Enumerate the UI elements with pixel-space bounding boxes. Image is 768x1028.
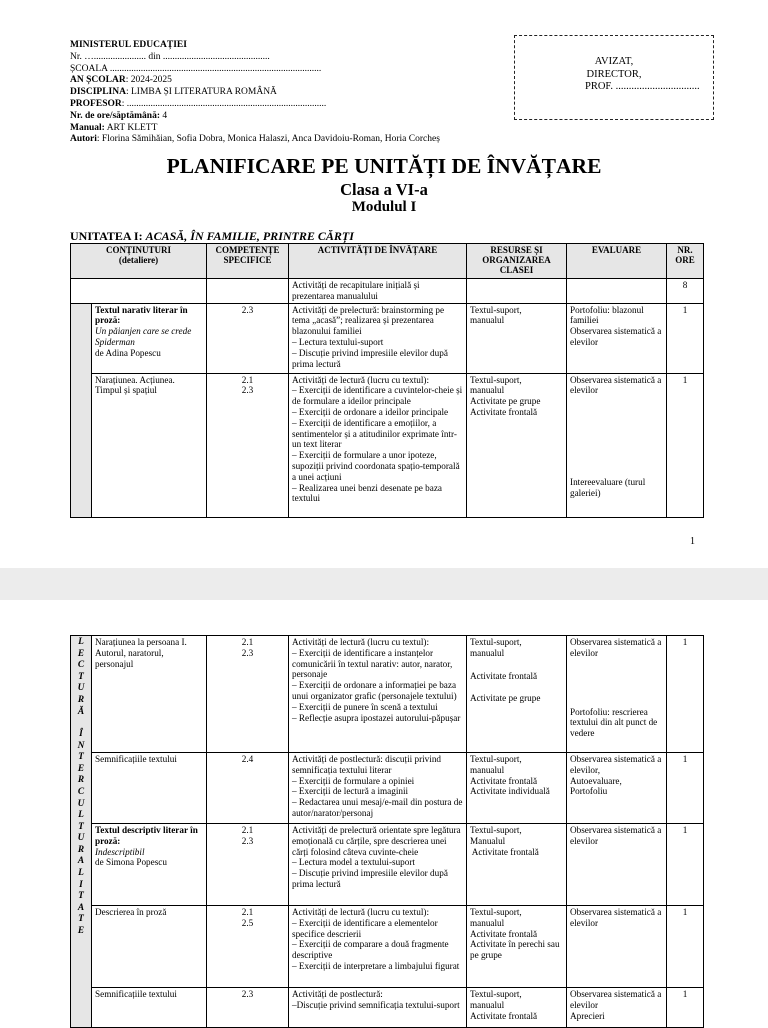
evaluation-line: Observarea sistematică a elevilor (570, 637, 662, 658)
cell-evaluare (567, 279, 667, 304)
table-row (71, 373, 704, 517)
resource-line: Textul-suport, (470, 304, 522, 315)
document-number-line: Nr. …...................... din ............................................. (70, 51, 270, 62)
activity-line: – Exerciții de comparare a două fragmente descriptive (292, 939, 449, 961)
cell-competente: 2.4 (207, 753, 289, 824)
header-activitati: ACTIVITĂȚI DE ÎNVĂȚARE (289, 244, 467, 279)
cell-continuturi: Narațiunea. Acțiunea. Timpul și spațiul (92, 373, 207, 517)
hours-line (70, 111, 510, 123)
activity-line: – Redactarea unui mesaj/e-mail din postura de autor/narator/personaj (292, 797, 463, 818)
resource-spacer (470, 681, 563, 693)
cell-evaluare (567, 988, 667, 1028)
cell-ore: 1 (667, 824, 704, 906)
cell-resurse (467, 906, 567, 988)
resource-line: Activitate frontală (470, 670, 538, 681)
content-author: de Adina Popescu (95, 347, 161, 358)
cell-resurse (467, 988, 567, 1028)
ministry-name: MINISTERUL EDUCAȚIEI (70, 40, 187, 50)
vertical-letter: E (77, 926, 85, 937)
content-text-title: Un păianjen care se crede Spiderman (95, 326, 192, 347)
school-line: ȘCOALA ......................................................................................... (70, 63, 322, 74)
vertical-letter: T (78, 821, 84, 832)
module-title: Modulul I (351, 199, 417, 215)
header-continuturi-label: CONȚINUTURI (106, 245, 172, 255)
vertical-letter: T (78, 671, 84, 682)
activity-line: – Exerciții de lectură a imaginii (292, 786, 409, 797)
resource-line: manualul (470, 999, 505, 1010)
header-resurse: RESURSE ȘI ORGANIZAREA CLASEI (467, 244, 567, 279)
cell-continuturi: Narațiunea la persoana I. Autorul, naratorul, personajul (92, 636, 207, 753)
resource-line: manualul (470, 917, 505, 928)
activity-line: – Exerciții de formulare a opiniei (292, 775, 415, 786)
evaluation-line: Portofoliu: rescrierea textului din alt punct de vedere (570, 706, 658, 739)
cell-ore: 1 (667, 373, 704, 517)
cell-evaluare (567, 303, 667, 373)
manual-label: Manual: (70, 122, 105, 133)
vertical-letter: R (77, 694, 85, 705)
cell-competente (207, 279, 289, 304)
vertical-label-lectura-interculturalitate (71, 636, 92, 1028)
cell-ore: 1 (667, 906, 704, 988)
activity-line: – Exerciții de ordonare a informației pe baza unui organizator grafic (personajele textului) (292, 680, 457, 701)
table-row (71, 906, 704, 988)
content-author: de Simona Popescu (95, 857, 167, 868)
cell-resurse (467, 636, 567, 753)
resource-line: Activitate frontală (470, 1010, 538, 1021)
page-number: 1 (690, 536, 695, 547)
evaluation-spacer (570, 659, 663, 707)
content-title: Textul descriptiv literar în proză: (95, 825, 198, 846)
cell-evaluare (567, 636, 667, 753)
cell-continuturi: Descrierea în proză (92, 906, 207, 988)
hours-value: 4 (160, 110, 168, 121)
resource-line: Textul-suport, (470, 907, 522, 917)
cell-activitati (289, 303, 467, 373)
evaluation-spacer (570, 396, 663, 477)
activity-line: – Exerciții de interpretare a limbajului figurat (292, 960, 460, 971)
document-title: PLANIFICARE PE UNITĂȚI DE ÎNVĂȚARE (166, 154, 602, 178)
cell-evaluare (567, 906, 667, 988)
authors-value: : Florina Sămihăian, Sofia Dobra, Monica Halaszi, Anca Davidoiu-Roman, Horia Corcheș (96, 134, 440, 145)
activity-line: –Discuție privind semnificația textului-suport (292, 999, 460, 1010)
table-row (71, 753, 704, 824)
header-continuturi-sub: (detaliere) (118, 255, 159, 265)
cell-ore: 1 (667, 636, 704, 753)
resource-line: manualul (470, 385, 505, 396)
table-row (71, 279, 704, 304)
evaluation-line: Intereevaluare (turul galeriei) (570, 477, 646, 498)
evaluation-line: Observarea sistematică a elevilor (570, 326, 662, 347)
content-title: Textul narativ literar în proză: (95, 304, 188, 326)
header-competente: COMPETENȚE SPECIFICE (207, 244, 289, 279)
competence-code: 2.1 (241, 374, 254, 385)
evaluation-line: Observarea sistematică a elevilor (570, 374, 662, 396)
vertical-letter: C (77, 786, 85, 797)
resource-line: Activitate în perechi sau pe grupe (470, 939, 560, 961)
vertical-letter: Î (79, 728, 83, 739)
evaluation-line: Aprecieri (570, 1010, 605, 1021)
evaluation-line: Observarea sistematică a elevilor (570, 907, 662, 928)
resource-line: Textul-suport, (470, 989, 522, 999)
school-year-line (70, 75, 510, 87)
resource-line: manualul (470, 315, 505, 326)
resource-spacer (470, 659, 563, 671)
evaluation-line: Observarea sistematică a elevilor, (570, 754, 662, 775)
table-header-row (71, 244, 704, 279)
resource-line: Textul-suport, (470, 825, 522, 835)
competence-code: 2.5 (241, 917, 254, 928)
vertical-letter: R (77, 844, 85, 855)
manual-line (70, 123, 510, 135)
approval-line-avizat: AVIZAT, (594, 56, 634, 67)
cell-resurse (467, 279, 567, 304)
vertical-letter: U (77, 798, 85, 809)
resource-line: Activitate individuală (470, 786, 550, 797)
teacher-label: PROFESOR (70, 98, 122, 109)
activity-line: Activități de lectură (lucru cu textul): (292, 907, 429, 917)
cell-ore: 1 (667, 303, 704, 373)
planning-table-page-1 (70, 243, 704, 518)
approval-line-prof: PROF. ................................ (585, 81, 700, 92)
cell-competente: 2.3 (207, 988, 289, 1028)
cell-continuturi (92, 824, 207, 906)
school-year-label: AN ȘCOLAR (70, 75, 126, 86)
discipline-value: : LIMBA ȘI LITERATURA ROMÂNĂ (125, 87, 277, 98)
competence-code: 2.3 (241, 647, 254, 658)
cell-competente (207, 824, 289, 906)
cell-competente (207, 906, 289, 988)
header-evaluare: EVALUARE (567, 244, 667, 279)
activity-line: Activități de postlectură: discuții privind semnificația textului literar (292, 754, 442, 775)
resource-line: Manualul (470, 835, 506, 846)
activity-line: – Exerciții de identificare a emoțiilor, a sentimentelor și a atitudinilor exprimate într-un text literar (292, 417, 457, 450)
school-header-info (70, 40, 510, 146)
resource-line: manualul (470, 647, 505, 658)
cell-activitati (289, 753, 467, 824)
cell-evaluare (567, 824, 667, 906)
authors-label: Autori (70, 134, 97, 145)
cell-evaluare (567, 753, 667, 824)
cell-activitati: Activități de recapitulare inițială și prezentarea manualului (289, 279, 467, 304)
teacher-value: : .................................................................................... (121, 98, 327, 109)
vertical-letter: T (78, 914, 84, 925)
vertical-letter: L (78, 637, 84, 647)
activity-line: – Exerciții de identificare a elementelor specifice descrierii (292, 917, 438, 939)
approval-box (514, 35, 714, 120)
cell-continuturi: Semnificațiile textului (92, 988, 207, 1028)
vertical-letter: L (78, 868, 84, 879)
activity-line: – Lectura model a textului-suport (292, 857, 415, 868)
vertical-letter: L (78, 810, 84, 821)
content-text-title: Indescriptibil (95, 846, 145, 857)
resource-line: Activitate frontală (470, 928, 538, 939)
evaluation-line: Observarea sistematică a elevilor (570, 989, 662, 1010)
header-continuturi (71, 244, 207, 279)
unit-prefix: UNITATEA I: (70, 229, 146, 243)
evaluation-line: Observarea sistematică a elevilor (570, 825, 662, 846)
competence-code: 2.1 (241, 637, 254, 647)
cell-evaluare (567, 373, 667, 517)
vertical-letter: Ă (77, 706, 85, 717)
document-page-2 (0, 600, 768, 1024)
cell-ore: 1 (667, 988, 704, 1028)
vertical-label-cell (71, 303, 92, 517)
evaluation-line: Portofoliu: blazonul familiei (570, 304, 644, 326)
vertical-letter: T (78, 891, 84, 902)
hours-label: Nr. de ore/săptămână: (70, 110, 160, 121)
activity-line: – Exerciții de ordonare a ideilor principale (292, 406, 449, 417)
header-ore: NR. ORE (667, 244, 704, 279)
resource-line: Activitate frontală (470, 406, 538, 417)
cell-ore: 8 (667, 279, 704, 304)
vertical-letter: A (77, 856, 85, 867)
activity-line: – Lectura textului-suport (292, 336, 384, 347)
cell-activitati (289, 373, 467, 517)
class-title: Clasa a VI-a (340, 180, 428, 199)
activity-line: – Discuție privind impresiile elevilor după prima lectură (292, 347, 448, 369)
cell-resurse (467, 824, 567, 906)
table-row (71, 988, 704, 1028)
activity-line: – Exerciții de identificare a instanțelor comunicării în textul narativ: autor, narator, personaje (292, 647, 453, 680)
cell-ore: 1 (667, 753, 704, 824)
table-row (71, 303, 704, 373)
activity-line: – Exerciții de punere în scenă a textului (292, 701, 438, 712)
discipline-label: DISCIPLINA (70, 87, 126, 98)
competence-code: 2.3 (241, 385, 254, 396)
resource-line: Activitate pe grupe (470, 396, 541, 407)
vertical-letter: E (77, 648, 85, 659)
cell-activitati (289, 988, 467, 1028)
vertical-letter: U (77, 833, 85, 844)
cell-activitati (289, 824, 467, 906)
unit-title (70, 229, 354, 244)
table-row (71, 824, 704, 906)
cell-activitati (289, 636, 467, 753)
manual-value: ART KLETT (104, 122, 158, 133)
cell-continuturi (71, 279, 207, 304)
unit-name: ACASĂ, ÎN FAMILIE, PRINTRE CĂRȚI (145, 229, 354, 243)
vertical-letter: U (77, 683, 85, 694)
activity-line: Activități de prelectură: brainstorming pe tema „acasă”; realizarea și prezentarea blazonului familiei (292, 304, 445, 337)
activity-line: Activități de lectură (lucru cu textul): (292, 637, 429, 647)
activity-line: – Discuție privind impresiile elevilor după prima lectură (292, 868, 448, 889)
table-row (71, 636, 704, 753)
discipline-line (70, 87, 510, 99)
vertical-letter: I (79, 879, 83, 890)
competence-code: 2.1 (241, 907, 254, 917)
cell-resurse (467, 303, 567, 373)
resource-line: Activitate frontală (470, 775, 538, 786)
page-separator (0, 568, 768, 600)
cell-continuturi: Semnificațiile textului (92, 753, 207, 824)
activity-line: Activități de postlectură: (292, 989, 383, 999)
teacher-line (70, 99, 510, 111)
evaluation-line: Autoevaluare, (570, 775, 622, 786)
cell-activitati (289, 906, 467, 988)
resource-line: Textul-suport, (470, 374, 522, 385)
vertical-letter: T (78, 752, 84, 763)
cell-continuturi (92, 303, 207, 373)
planning-table-page-2 (70, 635, 704, 1028)
cell-resurse (467, 753, 567, 824)
activity-line: – Exerciții de identificare a cuvintelor-cheie și de formulare a ideilor principale (292, 385, 463, 407)
activity-line: Activități de lectură (lucru cu textul): (292, 374, 430, 385)
vertical-letter: R (77, 775, 85, 786)
resource-line: Activitate pe grupe (470, 693, 541, 704)
activity-line: – Realizarea unei benzi desenate pe baza textului (292, 482, 442, 504)
approval-line-director: DIRECTOR, (586, 68, 642, 80)
cell-competente (207, 636, 289, 753)
resource-line: Activitate frontală (470, 846, 539, 857)
cell-resurse (467, 373, 567, 517)
cell-competente (207, 373, 289, 517)
vertical-gap (71, 718, 91, 729)
resource-line: Textul-suport, (470, 637, 522, 647)
resource-line: manualul (470, 764, 505, 775)
activity-line: Activități de prelectură orientate spre legătura emoțională cu cărțile, spre descrierea unei cărți folosind câteva cuvinte-cheie (292, 825, 461, 857)
activity-line: – Exerciții de formulare a unor ipoteze, supoziții privind coordonata spațio-temporală a unei acțiuni (292, 450, 460, 482)
vertical-letter: A (77, 902, 85, 913)
authors-line (70, 134, 510, 146)
evaluation-line: Portofoliu (570, 786, 608, 797)
competence-code: 2.3 (241, 835, 254, 846)
activity-line: – Reflecție asupra ipostazei autorului-păpușar (292, 712, 461, 723)
competence-code: 2.1 (241, 825, 254, 835)
resource-line: Textul-suport, (470, 754, 522, 764)
vertical-letter: C (77, 660, 85, 671)
vertical-letter: E (77, 763, 85, 774)
school-year-value: : 2024-2025 (125, 75, 172, 86)
cell-competente: 2.3 (207, 303, 289, 373)
vertical-letter: N (77, 740, 85, 751)
